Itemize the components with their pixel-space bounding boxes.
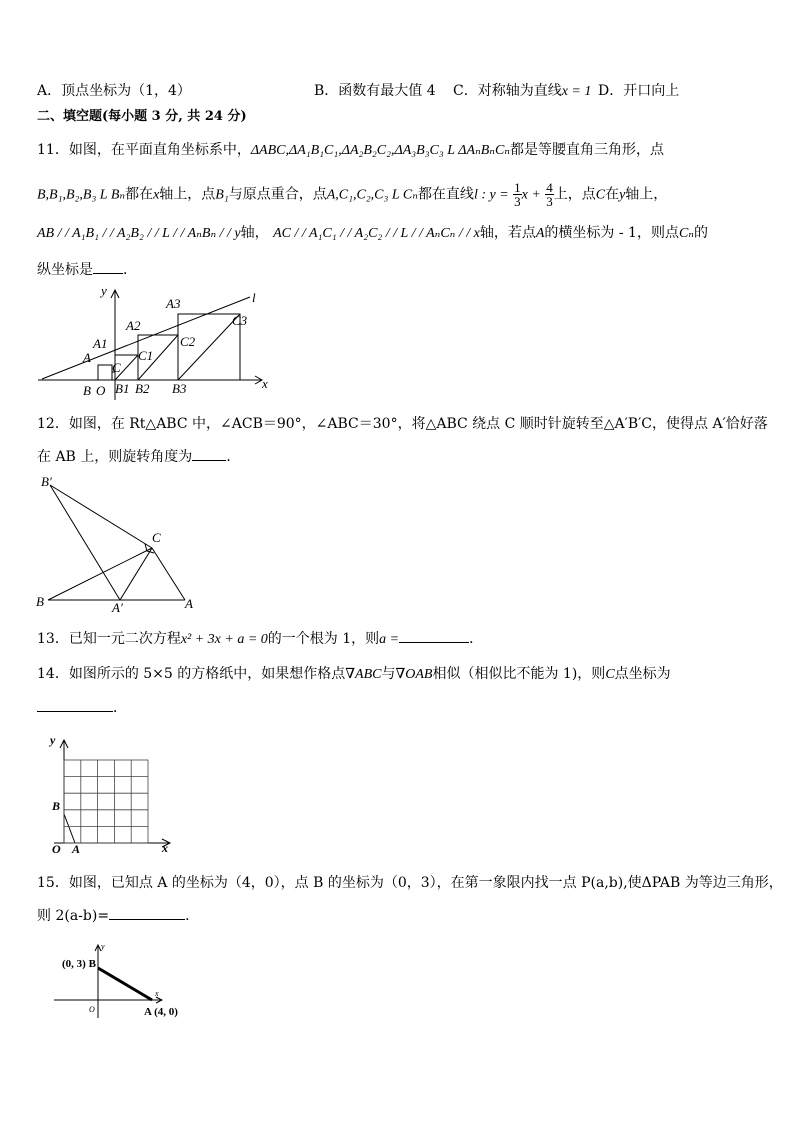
- fig15-label-y: y: [101, 942, 105, 951]
- q14-line1: 14．如图所示的 5×5 的方格纸中，如果想作格点∇ABC与∇OAB相似（相似比不能为 1)，则C点坐标为: [37, 666, 671, 682]
- fraction-one-third: $\frac{1}{3}$: [514, 180, 521, 209]
- fig12-label-Ap: A′: [112, 600, 123, 615]
- fig11-label-C2: C2: [180, 334, 196, 349]
- q13-line: 13．已知一元二次方程x² + 3x + a = 0的一个根为 1，则a = ．: [37, 628, 483, 650]
- fig11-label-C: C: [112, 360, 121, 375]
- section-title: 二、填空题(每小题 3 分, 共 24 分): [37, 109, 247, 124]
- fig11-label-B1: B1: [115, 381, 130, 396]
- fig14-label-y: y: [50, 733, 56, 747]
- fig11-label-C3: C3: [232, 313, 248, 328]
- fig15-label-B: (0, 3) B: [62, 958, 96, 970]
- fig11-label-B: B: [83, 383, 91, 398]
- fig11-label-x: x: [262, 376, 268, 391]
- fig11-label-A3: A3: [166, 296, 181, 311]
- q12-line1: 12．如图，在 Rt△ABC 中，∠ACB＝90°，∠ABC＝30°，将△ABC 绕点 C 顺时针旋转至△A′B′C，使得点 A′恰好落: [37, 416, 768, 432]
- fig11-label-C1: C1: [138, 348, 154, 363]
- fig14-label-B: B: [52, 799, 61, 813]
- q10-option-c: C．对称轴为直线x = 1: [453, 83, 592, 99]
- fig12-label-B: B: [36, 594, 44, 609]
- q15-line2: 则 2(a-b)= ．: [37, 905, 199, 926]
- fraction-four-thirds: $\frac{4}{3}$: [546, 180, 553, 209]
- q10-option-d: D．开口向上: [598, 83, 680, 99]
- fig12-label-A: A: [185, 596, 193, 611]
- q11-line1: 11．如图，在平面直角坐标系中，ΔABC,ΔA₁B₁C₁,ΔA₂B₂C₂,ΔA₃B₃C₃ L ΔAₙBₙCₙ都是等腰直角三角形，点: [37, 142, 664, 158]
- fig11-label-A1: A1: [93, 336, 108, 351]
- fig15-label-O: O: [89, 1005, 95, 1014]
- fig11-label-A: A: [83, 350, 91, 365]
- fig11-label-A2: A2: [126, 318, 141, 333]
- q15-line1: 15．如图，已知点 A 的坐标为（4，0），点 B 的坐标为（0，3），在第一象限内找一点 P(a,b),使ΔPAB 为等边三角形，: [37, 875, 783, 891]
- q14-line2: ．: [37, 697, 127, 718]
- fig14-label-x: x: [162, 841, 168, 855]
- q10-option-b: B．函数有最大值 4: [314, 83, 436, 99]
- fig11-label-B2: B2: [135, 381, 150, 396]
- fig15-label-x: x: [155, 989, 159, 998]
- fig15-label-A: A (4, 0): [144, 1006, 178, 1018]
- fig14-label-A: A: [72, 842, 81, 856]
- q11-line3: AB / / A₁B₁ / / A₂B₂ / / L / / AₙBₙ / / y轴， AC / / A₁C₁ / / A₂C₂ / / L / / AₙCₙ / / x轴，若点A的横坐标为 - 1，则点Cₙ的: [37, 225, 708, 241]
- fig11-label-O: O: [96, 383, 106, 398]
- q11-line4: 纵坐标是 ．: [37, 259, 137, 280]
- fig11-label-l: l: [252, 290, 256, 305]
- fig12-label-Bp: B′: [41, 474, 52, 489]
- q10-option-a: A．顶点坐标为（1，4）: [37, 83, 191, 99]
- fig11-label-B3: B3: [172, 381, 187, 396]
- fig14-label-O: O: [52, 842, 61, 856]
- q12-line2: 在 AB 上，则旋转角度为 ．: [37, 446, 240, 467]
- q11-line2: B,B₁,B₂,B₃ L Bₙ都在x轴上，点B₁与原点重合，点A,C₁,C₂,C₃ L Cₙ都在直线l : y = $\frac{1}{3}$ x + $\frac{4}{3}$ 上，点C在y轴上，: [37, 180, 668, 209]
- fig12-label-C: C: [152, 530, 161, 545]
- fig11-label-y: y: [101, 283, 107, 298]
